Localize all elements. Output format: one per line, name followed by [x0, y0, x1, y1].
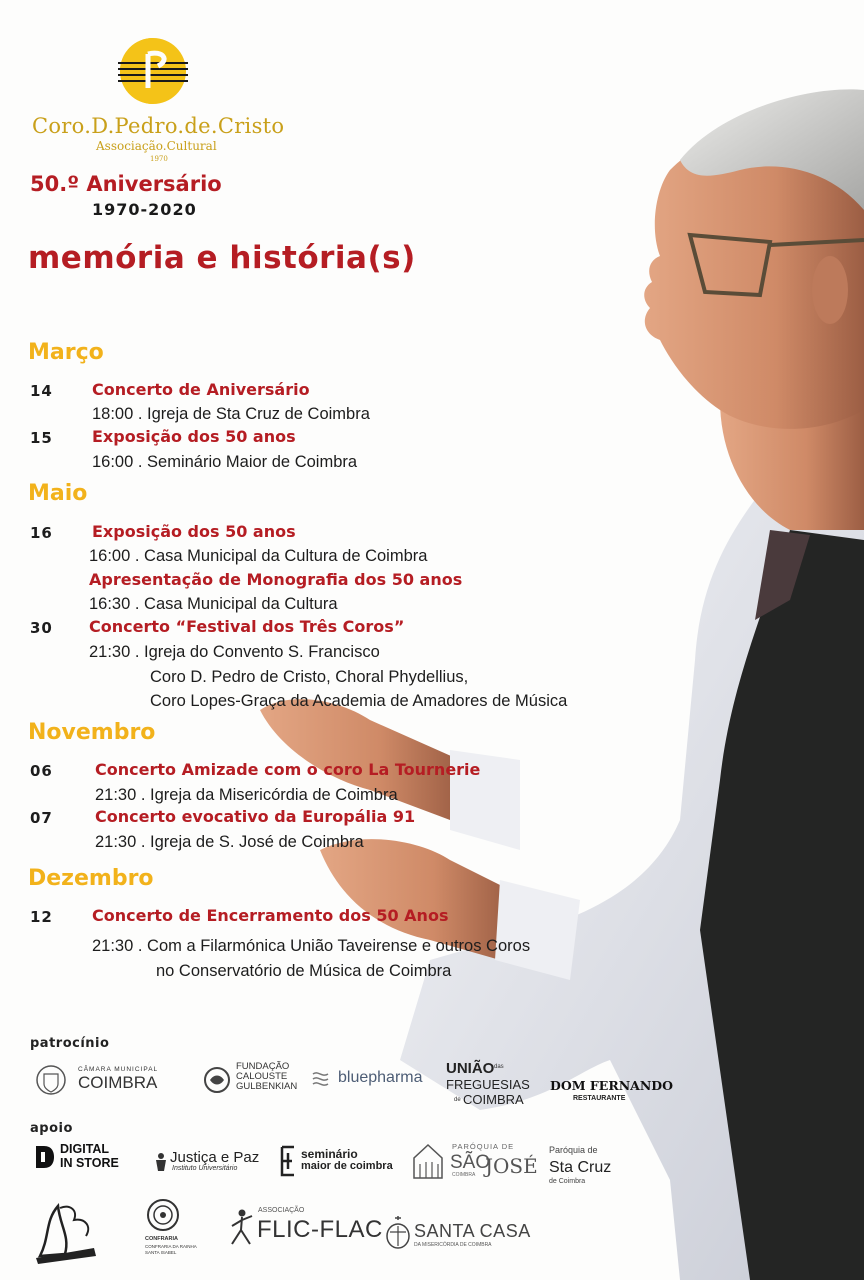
event-detail: 16:00 . Casa Municipal da Cultura de Coimbra [89, 547, 428, 565]
event-detail: 21:30 . Igreja da Misericórdia de Coimbra [95, 786, 398, 804]
event-title: Concerto de Encerramento dos 50 Anos [92, 906, 449, 925]
event-detail: 18:00 . Igreja de Sta Cruz de Coimbra [92, 405, 370, 423]
event-day: 16 [30, 524, 53, 542]
gulbenkian-logo-icon [202, 1066, 232, 1094]
event-day: 07 [30, 809, 53, 827]
event-title: Exposição dos 50 anos [92, 427, 296, 446]
sponsorship-label: patrocínio [30, 1036, 110, 1051]
month-heading-maio: Maio [28, 481, 88, 506]
support-seminario-2: maior de coimbra [301, 1160, 393, 1172]
event-detail: 16:00 . Seminário Maior de Coimbra [92, 453, 358, 471]
month-heading-marco: Março [28, 340, 104, 365]
coimbra-crest-icon [34, 1064, 68, 1096]
confraria-seal-icon [146, 1198, 180, 1232]
seminario-logo-icon [278, 1145, 298, 1177]
support-seminario-1: seminário [301, 1147, 358, 1161]
sponsor-dom-fernando-sub: RESTAURANTE [573, 1095, 626, 1102]
sponsor-uniao-3: COIMBRA [463, 1092, 524, 1107]
anniversary-years: 1970-2020 [92, 200, 197, 219]
support-sjose-jose: JOSÉ [485, 1154, 538, 1178]
choir-name: Coro.D.Pedro.de.Cristo [32, 114, 285, 138]
sponsor-fundacao-3: GULBENKIAN [236, 1081, 298, 1092]
event-detail: Coro D. Pedro de Cristo, Choral Phydellius, [150, 668, 469, 686]
sponsor-dom-fernando: DOM FERNANDO [550, 1078, 673, 1093]
event-title: Concerto evocativo da Europália 91 [95, 807, 416, 826]
event-day: 15 [30, 429, 53, 447]
event-day: 12 [30, 908, 53, 926]
event-detail: Coro Lopes-Graça da Academia de Amadores de Música [150, 692, 568, 710]
month-heading-novembro: Novembro [28, 720, 156, 745]
support-stacruz-2: Sta Cruz [549, 1159, 612, 1176]
event-detail: 16:30 . Casa Municipal da Cultura [89, 595, 338, 613]
bluepharma-waves-icon [312, 1070, 334, 1086]
support-digital-2: IN STORE [60, 1156, 119, 1170]
event-title: Concerto de Aniversário [92, 380, 310, 399]
support-justica-sub: Instituto Universitário [172, 1165, 238, 1172]
event-detail: no Conservatório de Música de Coimbra [156, 962, 452, 980]
flic-flac-dancer-icon [228, 1208, 256, 1248]
choir-logo-icon [118, 36, 188, 106]
sao-jose-church-icon [410, 1142, 446, 1180]
month-heading-dezembro: Dezembro [28, 866, 154, 891]
sponsor-uniao-de: de [454, 1097, 461, 1103]
founded-year: 1970 [150, 155, 168, 163]
event-day: 30 [30, 619, 53, 637]
sponsor-bluepharma: bluepharma [338, 1069, 423, 1086]
event-title: Apresentação de Monografia dos 50 anos [89, 570, 463, 589]
sponsor-fundacao-2: CALOUSTE [236, 1071, 288, 1082]
support-sjose-coimbra: COIMBRA [452, 1172, 476, 1178]
event-detail: 21:30 . Com a Filarmónica União Taveirense e outros Coros [92, 937, 531, 955]
sponsor-uniao-2: FREGUESIAS [446, 1077, 530, 1092]
association-label: Associação.Cultural [96, 139, 217, 153]
support-sjose-small: PARÓQUIA DE [452, 1142, 515, 1151]
support-stacruz-1: Paróquia de [549, 1145, 598, 1155]
event-title: Exposição dos 50 anos [92, 522, 296, 541]
support-flic-flac: FLIC-FLAC [257, 1216, 383, 1243]
support-confraria-2: CONFRARIA DA RAINHA SANTA ISABEL [145, 1244, 197, 1255]
sponsor-camara-small: CÂMARA MUNICIPAL [78, 1066, 159, 1073]
event-title: Concerto “Festival dos Três Coros” [89, 617, 405, 636]
event-day: 14 [30, 382, 53, 400]
support-sjose-sao: SÃO [450, 1152, 491, 1173]
sponsor-uniao-das: das [494, 1064, 504, 1070]
event-title: Concerto Amizade com o coro La Tournerie [95, 760, 481, 779]
choir-emblem-logo-icon [30, 1196, 100, 1266]
sponsor-fundacao-1: FUNDAÇÃO [236, 1061, 290, 1072]
support-flic-small: ASSOCIAÇÃO [258, 1207, 305, 1214]
santa-casa-crest-icon [384, 1214, 412, 1250]
support-stacruz-3: de Coimbra [549, 1178, 586, 1185]
support-justica: Justiça e Paz [170, 1149, 260, 1166]
support-confraria-1: CONFRARIA [145, 1236, 178, 1242]
sponsor-uniao-1: UNIÃO [446, 1060, 495, 1077]
support-digital-1: DIGITAL [60, 1142, 110, 1156]
anniversary-title: 50.º Aniversário [30, 172, 222, 196]
digital-in-store-logo-icon [34, 1144, 56, 1170]
sponsor-camara: COIMBRA [78, 1073, 158, 1092]
event-detail: 21:30 . Igreja do Convento S. Francisco [89, 643, 380, 661]
justica-paz-figure-icon [152, 1152, 170, 1172]
support-santa-casa-sub: DA MISERICÓRDIA DE COIMBRA [414, 1242, 492, 1248]
event-detail: 21:30 . Igreja de S. José de Coimbra [95, 833, 364, 851]
support-label: apoio [30, 1121, 73, 1136]
support-santa-casa: SANTA CASA [414, 1221, 531, 1241]
page-title: memória e história(s) [28, 240, 416, 276]
event-day: 06 [30, 762, 53, 780]
